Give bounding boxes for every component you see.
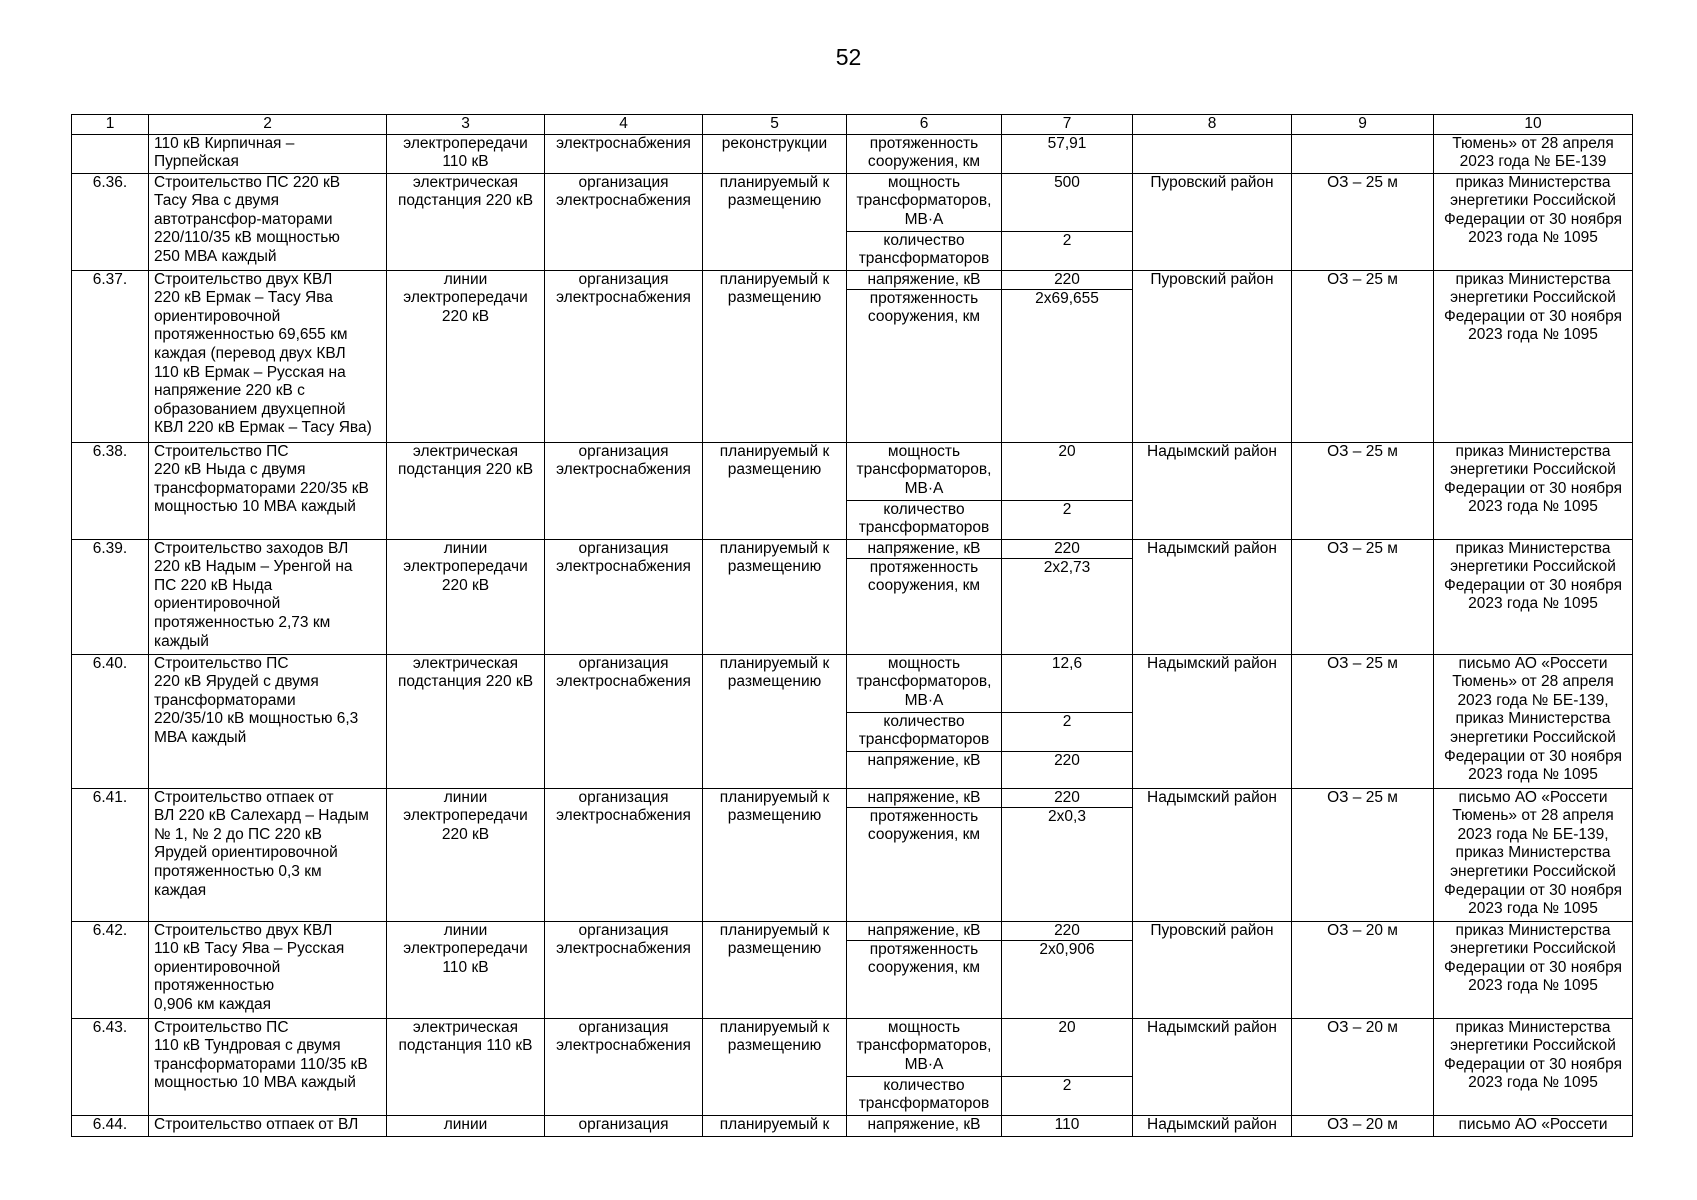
- characteristic-value-cell: [1002, 788, 1133, 921]
- characteristic-value-cell: [1002, 442, 1133, 539]
- location-cell: Надымский район: [1133, 788, 1292, 921]
- characteristic-value-cell: [1002, 173, 1133, 270]
- row-number-cell: 6.41.: [72, 788, 149, 921]
- basis-cell: письмо АО «Россети Тюмень» от 28 апреля 2023 года № БЕ-139, приказ Министерства энергетики Российской Федерации от 30 ноября 2023 года № 1095: [1434, 788, 1633, 921]
- characteristic-value-cell: [1002, 1018, 1133, 1115]
- page-number: 52: [835, 44, 862, 70]
- object-type-cell: линии электропередачи 220 кВ: [387, 788, 545, 921]
- purpose-cell: организация электроснабжения: [545, 654, 703, 788]
- characteristic-value: 2х2,73: [1002, 558, 1132, 654]
- purpose-cell: организация электроснабжения: [545, 539, 703, 654]
- characteristic-label: количество трансформаторов: [847, 500, 1001, 539]
- characteristic-value: 20: [1058, 442, 1076, 460]
- row-number-cell: 6.38.: [72, 442, 149, 539]
- purpose-cell: организация электроснабжения: [545, 442, 703, 539]
- characteristic-value: 220: [1054, 270, 1080, 288]
- characteristic-value: 2х69,655: [1002, 289, 1132, 442]
- object-type-cell: линии электропередачи 110 кВ: [387, 921, 545, 1018]
- purpose-cell: организация: [545, 1115, 703, 1136]
- row-number-cell: [72, 134, 149, 173]
- characteristic-value-cell: [1002, 1115, 1133, 1136]
- object-type-cell: электрическая подстанция 220 кВ: [387, 442, 545, 539]
- table-row: [72, 173, 1633, 270]
- object-type-cell: линии: [387, 1115, 545, 1136]
- characteristic-label: количество трансформаторов: [847, 231, 1001, 270]
- characteristic-label-cell: [847, 654, 1002, 788]
- characteristic-label: напряжение, кВ: [867, 270, 981, 288]
- status-cell: планируемый к: [703, 1115, 847, 1136]
- objects-table: [71, 114, 1633, 1137]
- location-cell: Пуровский район: [1133, 921, 1292, 1018]
- status-cell: планируемый к размещению: [703, 1018, 847, 1115]
- characteristic-label-cell: [847, 539, 1002, 654]
- purpose-cell: организация электроснабжения: [545, 1018, 703, 1115]
- characteristic-label-cell: [847, 1115, 1002, 1136]
- object-name-cell: Строительство заходов ВЛ 220 кВ Надым – Уренгой на ПС 220 кВ Ныда ориентировочной протяженностью 2,73 км каждый: [149, 539, 387, 654]
- status-cell: планируемый к размещению: [703, 921, 847, 1018]
- characteristic-value: 2: [1002, 1076, 1132, 1115]
- characteristic-label: протяженность сооружения, км: [847, 807, 1001, 921]
- characteristic-label: мощность трансформаторов, МВ·А: [856, 173, 992, 228]
- characteristic-label: количество трансформаторов: [847, 1076, 1001, 1115]
- basis-cell: приказ Министерства энергетики Российской Федерации от 30 ноября 2023 года № 1095: [1434, 442, 1633, 539]
- row-number-cell: 6.42.: [72, 921, 149, 1018]
- header-cell: 2: [149, 115, 387, 135]
- zone-cell: ОЗ – 25 м: [1292, 173, 1434, 270]
- zone-cell: ОЗ – 20 м: [1292, 1018, 1434, 1115]
- status-cell: планируемый к размещению: [703, 270, 847, 442]
- purpose-cell: электроснабжения: [545, 134, 703, 173]
- table-row: [72, 654, 1633, 788]
- purpose-cell: организация электроснабжения: [545, 270, 703, 442]
- header-cell: 3: [387, 115, 545, 135]
- characteristic-value: 20: [1058, 1018, 1076, 1036]
- object-name-cell: Строительство ПС 220 кВ Тасу Ява с двумя автотрансфор-маторами 220/110/35 кВ мощностью 250 МВА каждый: [149, 173, 387, 270]
- table-row: [72, 539, 1633, 654]
- characteristic-value-cell: [1002, 654, 1133, 788]
- object-type-cell: линии электропередачи 220 кВ: [387, 539, 545, 654]
- object-type-cell: электрическая подстанция 220 кВ: [387, 654, 545, 788]
- characteristic-label: напряжение, кВ: [867, 539, 981, 557]
- characteristic-value-cell: [1002, 270, 1133, 442]
- characteristic-label: напряжение, кВ: [867, 1115, 981, 1133]
- zone-cell: ОЗ – 20 м: [1292, 921, 1434, 1018]
- status-cell: планируемый к размещению: [703, 442, 847, 539]
- characteristic-value: 220: [1054, 788, 1080, 806]
- characteristic-label: протяженность сооружения, км: [847, 940, 1001, 1018]
- characteristic-label: мощность трансформаторов, МВ·А: [856, 442, 992, 497]
- purpose-cell: организация электроснабжения: [545, 788, 703, 921]
- row-number-cell: 6.39.: [72, 539, 149, 654]
- table-row: [72, 442, 1633, 539]
- object-type-cell: линии электропередачи 220 кВ: [387, 270, 545, 442]
- characteristic-label: количество трансформаторов: [847, 712, 1001, 751]
- basis-cell: Тюмень» от 28 апреля 2023 года № БЕ-139: [1434, 134, 1633, 173]
- object-name-cell: Строительство ПС 220 кВ Ныда с двумя трансформаторами 220/35 кВ мощностью 10 МВА каждый: [149, 442, 387, 539]
- row-number-cell: 6.44.: [72, 1115, 149, 1136]
- purpose-cell: организация электроснабжения: [545, 921, 703, 1018]
- object-name-cell: Строительство ПС 110 кВ Тундровая с двумя трансформаторами 110/35 кВ мощностью 10 МВА каждый: [149, 1018, 387, 1115]
- characteristic-value: 500: [1054, 173, 1080, 191]
- object-name-cell: Строительство двух КВЛ 220 кВ Ермак – Тасу Ява ориентировочной протяженностью 69,655 км каждая (перевод двух КВЛ 110 кВ Ермак – Русская на напряжение 220 кВ с образованием двухцепной КВЛ 220 кВ Ермак – Тасу Ява): [149, 270, 387, 442]
- header-cell: 1: [72, 115, 149, 135]
- table-row: [72, 1115, 1633, 1136]
- header-cell: 8: [1133, 115, 1292, 135]
- table-row: [72, 921, 1633, 1018]
- location-cell: Надымский район: [1133, 1115, 1292, 1136]
- object-name-cell: Строительство отпаек от ВЛ 220 кВ Салехард – Надым № 1, № 2 до ПС 220 кВ Ярудей ориентировочной протяженностью 0,3 км каждая: [149, 788, 387, 921]
- object-name-cell: Строительство двух КВЛ 110 кВ Тасу Ява – Русская ориентировочной протяженностью 0,906 км каждая: [149, 921, 387, 1018]
- characteristic-label: напряжение, кВ: [867, 788, 981, 806]
- characteristic-label-cell: [847, 134, 1002, 173]
- characteristic-value: 2х0,3: [1002, 807, 1132, 921]
- characteristic-value: 220: [1002, 751, 1132, 788]
- zone-cell: ОЗ – 20 м: [1292, 1115, 1434, 1136]
- characteristic-value-cell: [1002, 921, 1133, 1018]
- table-row: [72, 1018, 1633, 1115]
- status-cell: планируемый к размещению: [703, 654, 847, 788]
- status-cell: планируемый к размещению: [703, 173, 847, 270]
- basis-cell: приказ Министерства энергетики Российской Федерации от 30 ноября 2023 года № 1095: [1434, 539, 1633, 654]
- object-name-cell: Строительство ПС 220 кВ Ярудей с двумя трансформаторами 220/35/10 кВ мощностью 6,3 МВА каждый: [149, 654, 387, 788]
- object-name-cell: Строительство отпаек от ВЛ: [149, 1115, 387, 1136]
- basis-cell: приказ Министерства энергетики Российской Федерации от 30 ноября 2023 года № 1095: [1434, 270, 1633, 442]
- characteristic-value: 2: [1002, 231, 1132, 270]
- table-body: [72, 115, 1633, 1137]
- characteristic-label-cell: [847, 1018, 1002, 1115]
- object-type-cell: электропередачи 110 кВ: [387, 134, 545, 173]
- characteristic-label: мощность трансформаторов, МВ·А: [856, 1018, 992, 1073]
- characteristic-value: 110: [1054, 1115, 1080, 1133]
- header-cell: 6: [847, 115, 1002, 135]
- basis-cell: письмо АО «Россети Тюмень» от 28 апреля 2023 года № БЕ-139, приказ Министерства энергетики Российской Федерации от 30 ноября 2023 года № 1095: [1434, 654, 1633, 788]
- zone-cell: ОЗ – 25 м: [1292, 539, 1434, 654]
- characteristic-label-cell: [847, 173, 1002, 270]
- purpose-cell: организация электроснабжения: [545, 173, 703, 270]
- location-cell: Надымский район: [1133, 539, 1292, 654]
- location-cell: Пуровский район: [1133, 270, 1292, 442]
- zone-cell: ОЗ – 25 м: [1292, 442, 1434, 539]
- characteristic-value: 2: [1002, 500, 1132, 539]
- status-cell: реконструкции: [703, 134, 847, 173]
- row-number-cell: 6.37.: [72, 270, 149, 442]
- characteristic-value-cell: [1002, 539, 1133, 654]
- characteristic-label: протяженность сооружения, км: [847, 558, 1001, 654]
- location-cell: Пуровский район: [1133, 173, 1292, 270]
- row-number-cell: 6.36.: [72, 173, 149, 270]
- characteristic-label: протяженность сооружения, км: [867, 134, 981, 171]
- basis-cell: приказ Министерства энергетики Российской Федерации от 30 ноября 2023 года № 1095: [1434, 1018, 1633, 1115]
- characteristic-label: напряжение, кВ: [867, 921, 981, 939]
- characteristic-value: 57,91: [1047, 134, 1087, 152]
- table-row: [72, 134, 1633, 173]
- characteristic-value: 2х0,906: [1002, 940, 1132, 1018]
- table-row: [72, 788, 1633, 921]
- object-name-cell: 110 кВ Кирпичная – Пурпейская: [149, 134, 387, 173]
- row-number-cell: 6.40.: [72, 654, 149, 788]
- basis-cell: письмо АО «Россети: [1434, 1115, 1633, 1136]
- location-cell: Надымский район: [1133, 442, 1292, 539]
- object-type-cell: электрическая подстанция 110 кВ: [387, 1018, 545, 1115]
- characteristic-value: 220: [1054, 921, 1080, 939]
- characteristic-label-cell: [847, 270, 1002, 442]
- header-cell: 9: [1292, 115, 1434, 135]
- zone-cell: ОЗ – 25 м: [1292, 788, 1434, 921]
- characteristic-value: 2: [1002, 712, 1132, 751]
- status-cell: планируемый к размещению: [703, 788, 847, 921]
- location-cell: Надымский район: [1133, 654, 1292, 788]
- characteristic-label-cell: [847, 788, 1002, 921]
- characteristic-label: протяженность сооружения, км: [847, 289, 1001, 442]
- object-type-cell: электрическая подстанция 220 кВ: [387, 173, 545, 270]
- location-cell: [1133, 134, 1292, 173]
- row-number-cell: 6.43.: [72, 1018, 149, 1115]
- characteristic-label: мощность трансформаторов, МВ·А: [856, 654, 992, 709]
- header-cell: 5: [703, 115, 847, 135]
- characteristic-label: напряжение, кВ: [847, 751, 1001, 788]
- table-row: [72, 270, 1633, 442]
- basis-cell: приказ Министерства энергетики Российской Федерации от 30 ноября 2023 года № 1095: [1434, 173, 1633, 270]
- characteristic-label-cell: [847, 442, 1002, 539]
- header-cell: 7: [1002, 115, 1133, 135]
- header-cell: 10: [1434, 115, 1633, 135]
- status-cell: планируемый к размещению: [703, 539, 847, 654]
- header-cell: 4: [545, 115, 703, 135]
- characteristic-value-cell: [1002, 134, 1133, 173]
- characteristic-label-cell: [847, 921, 1002, 1018]
- zone-cell: ОЗ – 25 м: [1292, 654, 1434, 788]
- zone-cell: [1292, 134, 1434, 173]
- zone-cell: ОЗ – 25 м: [1292, 270, 1434, 442]
- header-row: [72, 115, 1633, 135]
- basis-cell: приказ Министерства энергетики Российской Федерации от 30 ноября 2023 года № 1095: [1434, 921, 1633, 1018]
- characteristic-value: 220: [1054, 539, 1080, 557]
- characteristic-value: 12,6: [1051, 654, 1083, 672]
- location-cell: Надымский район: [1133, 1018, 1292, 1115]
